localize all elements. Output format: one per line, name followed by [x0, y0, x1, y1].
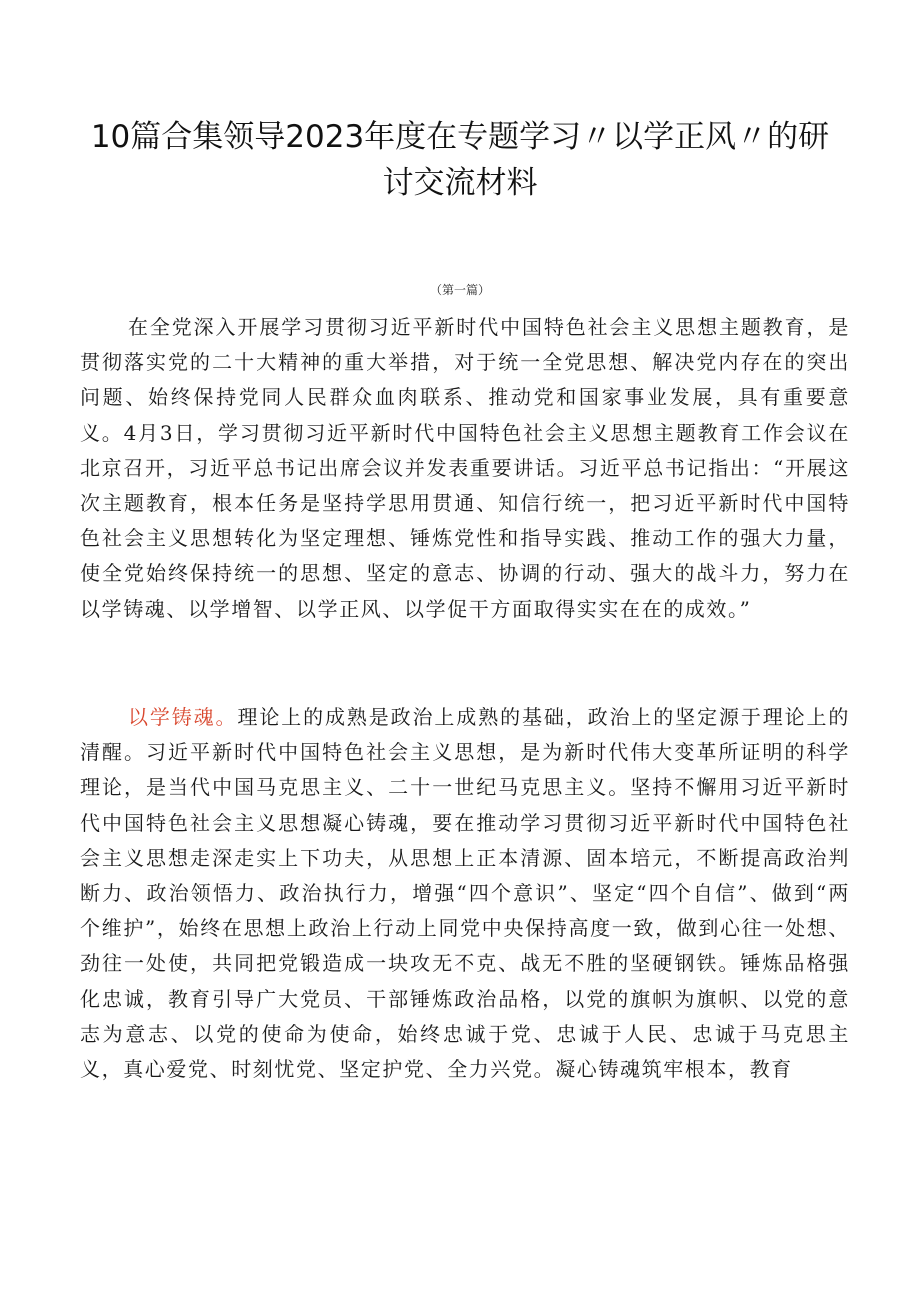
paragraph-2	[80, 700, 850, 1087]
paragraph-2-body: 理论上的成熟是政治上成熟的基础，政治上的坚定源于理论上的清醒。习近平新时代中国特色社会主义思想，是为新时代伟大变革所证明的科学理论，是当代中国马克思主义、二十一世纪马克思主义。坚持不懈用习近平新时代中国特色社会主义思想凝心铸魂，要在推动学习贯彻习近平新时代中国特色社会主义思想走深走实上下功夫，从思想上正本清源、固本培元，不断提高政治判断力、政治领悟力、政治执行力，增强“四个意识”、坚定“四个自信”、做到“两个维护”，始终在思想上政治上行动上同党中央保持高度一致，做到心往一处想、劲往一处使，共同把党锻造成一块攻无不克、战无不胜的坚硬钢铁。锤炼品格强化忠诚，教育引导广大党员、干部锤炼政治品格，以党的旗帜为旗帜、以党的意志为意志、以党的使命为使命，始终忠诚于党、忠诚于人民、忠诚于马克思主义，真心爱党、时刻忧党、坚定护党、全力兴党。凝心铸魂筑牢根本，教育	[80, 705, 850, 1082]
paragraph-1: 在全党深入开展学习贯彻习近平新时代中国特色社会主义思想主题教育，是贯彻落实党的二十大精神的重大举措，对于统一全党思想、解决党内存在的突出问题、始终保持党同人民群众血肉联系、推动党和国家事业发展，具有重要意义。4月3日，学习贯彻习近平新时代中国特色社会主义思想主题教育工作会议在北京召开，习近平总书记出席会议并发表重要讲话。习近平总书记指出：“开展这次主题教育，根本任务是坚持学思用贯通、知信行统一，把习近平新时代中国特色社会主义思想转化为坚定理想、锤炼党性和指导实践、推动工作的强大力量，使全党始终保持统一的思想、坚定的意志、协调的行动、强大的战斗力，努力在以学铸魂、以学增智、以学正风、以学促干方面取得实实在在的成效。”	[80, 315, 850, 621]
section-label: （第一篇）	[429, 283, 490, 297]
paragraph-2-heading: 以学铸魂。	[128, 705, 238, 729]
document-title-line-2: 讨交流材料	[382, 165, 538, 201]
document-title-line-1: 10篇合集领导2023年度在专题学习〃以学正风〃的研	[90, 119, 830, 155]
document-title	[60, 114, 860, 206]
